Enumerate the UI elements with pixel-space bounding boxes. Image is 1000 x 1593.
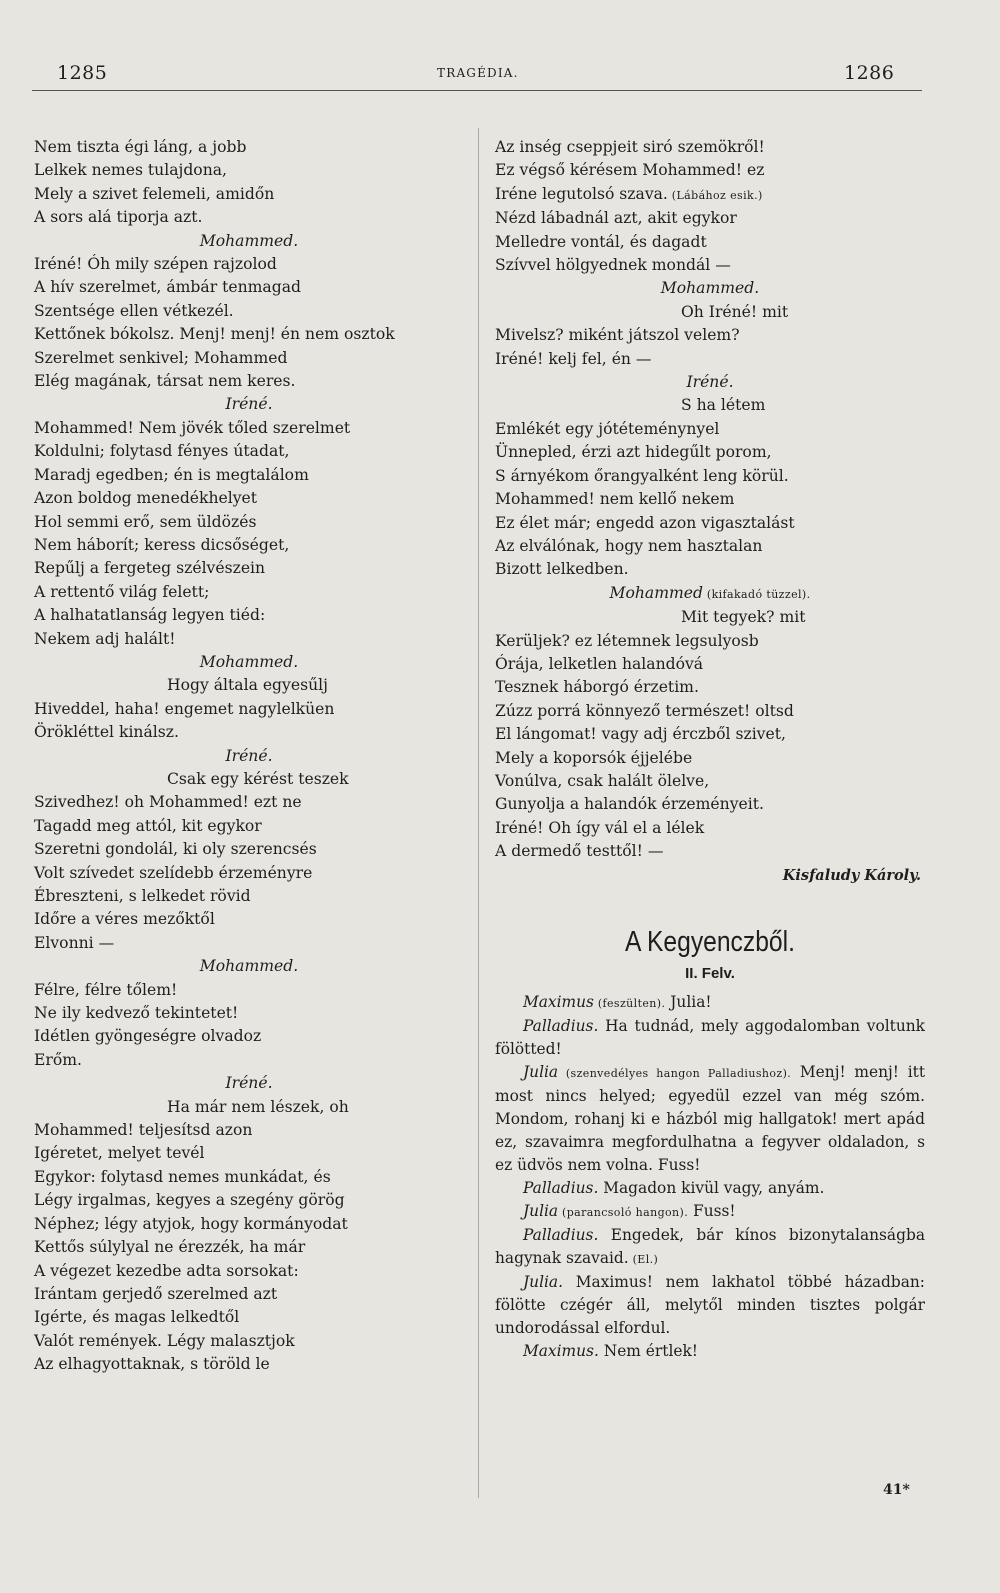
verse-line: Ha már nem lészek, oh — [167, 1097, 349, 1116]
verse-line: Nézd lábadnál azt, akit egykor — [495, 209, 737, 228]
verse-line: Mivelsz? miként játszol velem? — [495, 326, 740, 345]
dialogue-text: Engedek, bár kínos bizonytalanságba hagynak szavaid. — [495, 1225, 925, 1267]
header-rule — [32, 90, 922, 91]
verse-line: Iréné! kelj fel, én — — [495, 349, 652, 368]
verse-line: Vonúlva, csak halált ölelve, — [495, 771, 710, 790]
prose-paragraph — [495, 1061, 925, 1177]
verse-line: Igéretet, melyet tevél — [34, 1144, 205, 1163]
left-page-number: 1285 — [57, 62, 108, 84]
dialogue-text: Ha tudnád, mely aggodalomban voltunk fölötted! — [495, 1016, 925, 1058]
verse-line: Hiveddel, haha! engemet nagylelküen — [34, 699, 335, 718]
left-column — [34, 136, 464, 1377]
verse-line: Iréné! Óh mily szépen rajzolod — [34, 255, 277, 274]
verse-line: A halhatatlanság legyen tiéd: — [34, 606, 266, 625]
verse-line: Igérte, és magas lelkedtől — [34, 1308, 240, 1327]
verse-line: Hol semmi erő, sem üldözés — [34, 512, 257, 531]
verse-line: Volt szívedet szelídebb érzeményre — [34, 863, 313, 882]
verse-line: Nekem adj halált! — [34, 629, 176, 648]
dialogue-text: Menj! menj! itt most nincs helyed; egyedül ezzel van még szóm. Mondom, rohanj ki e házból mig hallgatok! mert apád ez, szavaimra megfordulhatna a fegyver oldaladon, s ez üdvös nem volna. Fuss! — [495, 1062, 926, 1174]
verse-line: Melledre vontál, és dagadt — [495, 232, 707, 251]
stage-direction: (szenvedélyes hangon Palladiushoz). — [558, 1066, 792, 1080]
speaker-label: Mohammed — [609, 583, 703, 602]
verse-line: Nem tiszta égi láng, a jobb — [34, 138, 247, 156]
verse-line: Azon boldog menedékhelyet — [34, 489, 258, 508]
verse-line: Zúzz porrá könnyező természet! oltsd — [495, 701, 794, 720]
verse-line: Elvonni — — [34, 933, 115, 952]
stage-direction: (parancsoló hangon). — [558, 1205, 689, 1219]
speaker-name: Palladius. — [523, 1178, 599, 1197]
verse-line: Egykor: folytasd nemes munkádat, és — [34, 1167, 331, 1186]
verse-line: Szivedhez! oh Mohammed! ezt ne — [34, 793, 302, 812]
verse-line: Tagadd meg attól, kit egykor — [34, 816, 262, 835]
verse-line: Erőm. — [34, 1050, 82, 1069]
speaker-name: Iréné. — [686, 373, 734, 392]
verse-line: Órája, lelketlen halandóvá — [495, 654, 704, 673]
article-title: A Kegyenczből. — [625, 925, 795, 958]
verse-line: Idétlen gyöngeségre olvadoz — [34, 1027, 262, 1046]
verse-line: Valót remények. Légy malasztjok — [34, 1331, 295, 1350]
speaker-name: Mohammed. — [660, 279, 760, 298]
verse-line: S árnyékom őrangyalként leng körül. — [495, 466, 789, 485]
verse-line: Szeretni gondolál, ki oly szerencsés — [34, 840, 317, 859]
verse-line: Ébreszteni, s lelkedet rövid — [34, 887, 251, 905]
speaker-name — [495, 582, 925, 606]
speaker-name: Maximus — [523, 992, 594, 1011]
verse-line: Csak egy kérést teszek — [167, 769, 349, 788]
verse-line: Néphez; légy atyjok, hogy kormányodat — [34, 1214, 348, 1233]
speaker-name: Maximus. — [523, 1341, 599, 1360]
verse-line: Ünnepled, érzi azt hidegűlt porom, — [495, 443, 772, 462]
verse-text: Iréne legutolsó szava. — [495, 184, 668, 203]
verse-line: Ez végső kérésem Mohammed! ez — [495, 161, 765, 180]
verse-line: Elég magának, társat nem keres. — [34, 372, 296, 391]
verse-line: Kettős súlylyal ne érezzék, ha már — [34, 1238, 306, 1257]
right-column — [495, 136, 925, 1363]
running-header: TRAGÉDIA. — [437, 66, 519, 80]
verse-line: Repűlj a fergeteg szélvészein — [34, 559, 266, 578]
verse-line: Légy irgalmas, kegyes a szegény görög — [34, 1191, 345, 1210]
verse-line: Lelkek nemes tulajdona, — [34, 161, 227, 180]
article-subtitle: II. Felv. — [685, 964, 735, 982]
verse-line: A sors alá tiporja azt. — [34, 208, 203, 227]
prose-paragraph — [495, 1177, 925, 1200]
dialogue-text: Maximus! nem lakhatol többé házadban: fölötte czégér áll, melytől minden tisztes polgár undorodással elfordul. — [495, 1272, 925, 1337]
verse-line: Hogy általa egyesűlj — [167, 676, 328, 695]
speaker-name: Iréné. — [225, 1074, 273, 1093]
speaker-name: Mohammed. — [199, 652, 299, 671]
verse-line: El lángomat! vagy adj érczből szivet, — [495, 725, 786, 744]
verse-line — [495, 183, 925, 207]
prose-paragraph — [495, 1271, 925, 1340]
right-column-verse — [495, 136, 925, 864]
verse-line: Az inség cseppjeit siró szemökről! — [495, 138, 765, 156]
verse-line: Maradj egedben; én is megtalálom — [34, 465, 309, 484]
verse-line: S ha létem — [681, 396, 766, 415]
speaker-name: Palladius. — [523, 1225, 599, 1244]
prose-paragraph — [495, 1224, 925, 1271]
speaker-name: Iréné. — [225, 395, 273, 414]
speaker-name: Palladius. — [523, 1016, 599, 1035]
verse-line: Bizott lelkedben. — [495, 560, 629, 579]
speaker-name: Mohammed. — [199, 231, 299, 250]
verse-line: Nem háborít; keress dicsőséget, — [34, 535, 290, 554]
verse-line: Félre, félre tőlem! — [34, 980, 178, 999]
verse-line: A rettentő világ felett; — [34, 582, 210, 601]
prose-paragraph — [495, 991, 925, 1015]
verse-line: A dermedő testtől! — — [495, 842, 664, 861]
verse-line: Mely a szivet felemeli, amidőn — [34, 184, 275, 203]
dialogue-text: Julia! — [665, 992, 712, 1011]
verse-line: Mely a koporsók éjjelébe — [495, 748, 693, 767]
verse-line: Mohammed! Nem jövék tőled szerelmet — [34, 418, 351, 437]
stage-direction: (El.) — [628, 1252, 659, 1266]
stage-direction: (Lábához esik.) — [667, 188, 763, 202]
verse-line: Mohammed! nem kellő nekem — [495, 490, 735, 509]
verse-line: Koldulni; folytasd fényes útadat, — [34, 442, 290, 461]
verse-line: Tesznek háborgó érzetim. — [495, 678, 699, 697]
verse-line: Mit tegyek? mit — [681, 608, 806, 627]
verse-line: Emlékét egy jótéteménynyel — [495, 419, 720, 438]
dialogue-text: Fuss! — [688, 1201, 736, 1220]
verse-line: Szentsége ellen vétkezél. — [34, 301, 234, 320]
column-divider — [478, 128, 479, 1498]
verse-line: Örökléttel kinálsz. — [34, 723, 179, 742]
prose-paragraph — [495, 1340, 925, 1363]
stage-direction: (feszülten). — [593, 996, 666, 1010]
verse-line: Ne ily kedvező tekintetet! — [34, 1004, 239, 1023]
verse-line: Mohammed! teljesítsd azon — [34, 1121, 253, 1140]
right-page-number: 1286 — [844, 62, 895, 84]
verse-line: Időre a véres mezőktől — [34, 910, 215, 929]
verse-line: Ez élet már; engedd azon vigasztalást — [495, 513, 795, 532]
speaker-name: Julia. — [523, 1272, 563, 1291]
verse-line: Az elválónak, hogy nem hasztalan — [495, 536, 763, 555]
sheet-signature: 41* — [883, 1482, 910, 1498]
verse-line: Kerüljek? ez létemnek legsulyosb — [495, 631, 759, 650]
verse-line: Oh Iréné! mit — [681, 302, 789, 321]
speaker-name: Iréné. — [225, 746, 273, 765]
prose-paragraph — [495, 1200, 925, 1224]
dialogue-text: Magadon kivül vagy, anyám. — [598, 1178, 825, 1197]
verse-line: Iréné! Oh így vál el a lélek — [495, 818, 705, 837]
verse-line: Szívvel hölgyednek mondál — — [495, 256, 731, 275]
verse-line: Az elhagyottaknak, s töröld le — [34, 1355, 270, 1374]
verse-line: Kettőnek bókolsz. Menj! menj! én nem osztok — [34, 325, 395, 344]
verse-line: Gunyolja a halandók érzeményeit. — [495, 795, 764, 814]
verse-line: Irántam gerjedő szerelmed azt — [34, 1284, 278, 1303]
prose-paragraph — [495, 1015, 925, 1061]
prose-block — [495, 991, 925, 1363]
verse-line: A hív szerelmet, ámbár tenmagad — [34, 278, 301, 297]
stage-direction: (kifakadó tüzzel). — [702, 587, 811, 601]
verse-line: A végezet kezedbe adta sorsokat: — [34, 1261, 299, 1280]
speaker-name: Julia — [523, 1201, 559, 1220]
dialogue-text: Nem értlek! — [598, 1341, 698, 1360]
speaker-name: Mohammed. — [199, 957, 299, 976]
speaker-name: Julia — [523, 1062, 559, 1081]
author-signature: Kisfaludy Károly. — [782, 866, 921, 884]
verse-line: Szerelmet senkivel; Mohammed — [34, 348, 288, 367]
